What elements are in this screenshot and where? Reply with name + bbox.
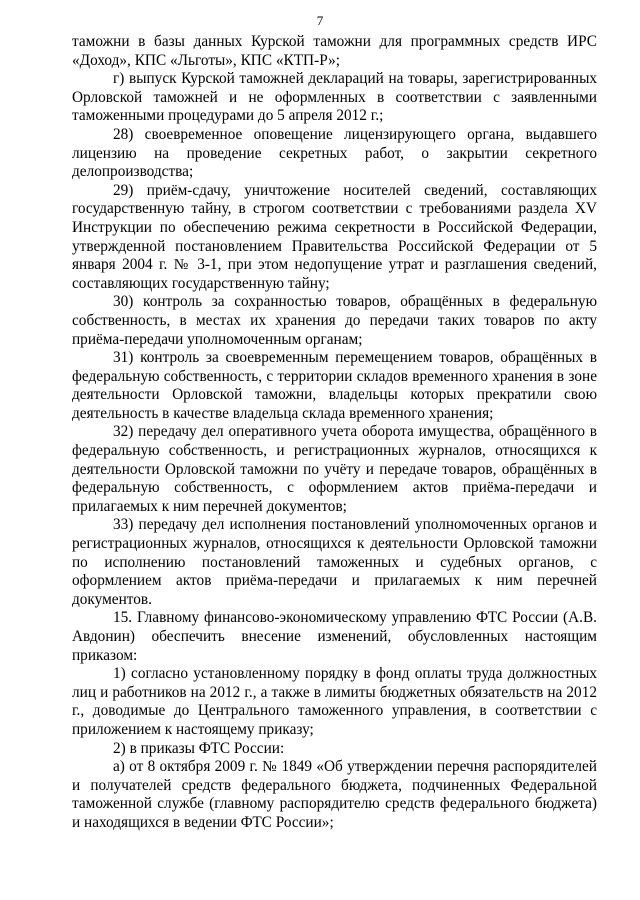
paragraph-item-29: 29) приём-сдачу, уничтожение носителей сведений, составляющих государственную тайну, в строгом соответствии с требованиями раздела XV Инструкции по обеспечению режима секретности в Российской Федерации, утвержденной постановлением Правительства Российской Федерации от 5 января 2004 г. № 3-1, при этом недопущение утрат и разглашения сведений, составляющих государственную тайну; — [72, 181, 597, 292]
paragraph-item-31: 31) контроль за своевременным перемещением товаров, обращённых в федеральную собственность, с территории складов временного хранения в зоне деятельности Орловской таможни, владельцы которых прекратили свою деятельность в качестве владельца склада временного хранения; — [72, 349, 597, 422]
paragraph-item-28: 28) своевременное оповещение лицензирующего органа, выдавшего лицензию на проведение секретных работ, о закрытии секретного делопроизводства; — [72, 125, 597, 181]
paragraph-continuation: таможни в базы данных Курской таможни для программных средств ИРС «Доход», КПС «Льготы», КПС «КТП-Р»; — [72, 33, 597, 69]
paragraph-section-15: 15. Главному финансово-экономическому управлению ФТС России (А.В. Авдонин) обеспечить внесение изменений, обусловленных настоящим приказом: — [72, 609, 597, 664]
paragraph-subitem-1: 1) согласно установленному порядку в фонд оплаты труда должностных лиц и работников на 2012 г., а также в лимиты бюджетных обязательств на 2012 г., доводимые до Центрального таможенного управления, в соответствии с приложением к настоящему приказу; — [72, 665, 597, 738]
paragraph-subitem-2: 2) в приказы ФТС России: — [113, 739, 285, 757]
paragraph-item-g: г) выпуск Курской таможней деклараций на товары, зарегистрированных Орловской таможней и не оформленных в соответствии с заявленными таможенными процедурами до 5 апреля 2012 г.; — [72, 70, 597, 125]
paragraph-item-32: 32) передачу дел оперативного учета оборота имущества, обращённого в федеральную собственность, и регистрационных журналов, относящихся к деятельности Орловской таможни по учёту и передаче товаров, обращённых в федеральную собственность, с оформлением актов приёма-передачи и прилагаемых к ним перечней документов; — [72, 423, 597, 515]
document-body — [72, 33, 597, 833]
paragraph-subitem-a: а) от 8 октября 2009 г. № 1849 «Об утверждении перечня распорядителей и получателей средств федерального бюджета, подчиненных Федеральной таможенной службе (главному распорядителю средств федерального бюджета) и находящихся в ведении ФТС России»; — [72, 758, 597, 831]
paragraph-item-30: 30) контроль за сохранностью товаров, обращённых в федеральную собственность, в местах их хранения до передачи таких товаров по акту приёма-передачи уполномоченным органам; — [72, 293, 597, 348]
paragraph-item-33: 33) передачу дел исполнения постановлений уполномоченных органов и регистрационных журналов, относящихся к деятельности Орловской таможни по исполнению постановлений таможенных и судебных органов, с оформлением актов приёма-передачи и прилагаемых к ним перечней документов. — [72, 516, 597, 608]
page-number: 7 — [316, 13, 324, 28]
